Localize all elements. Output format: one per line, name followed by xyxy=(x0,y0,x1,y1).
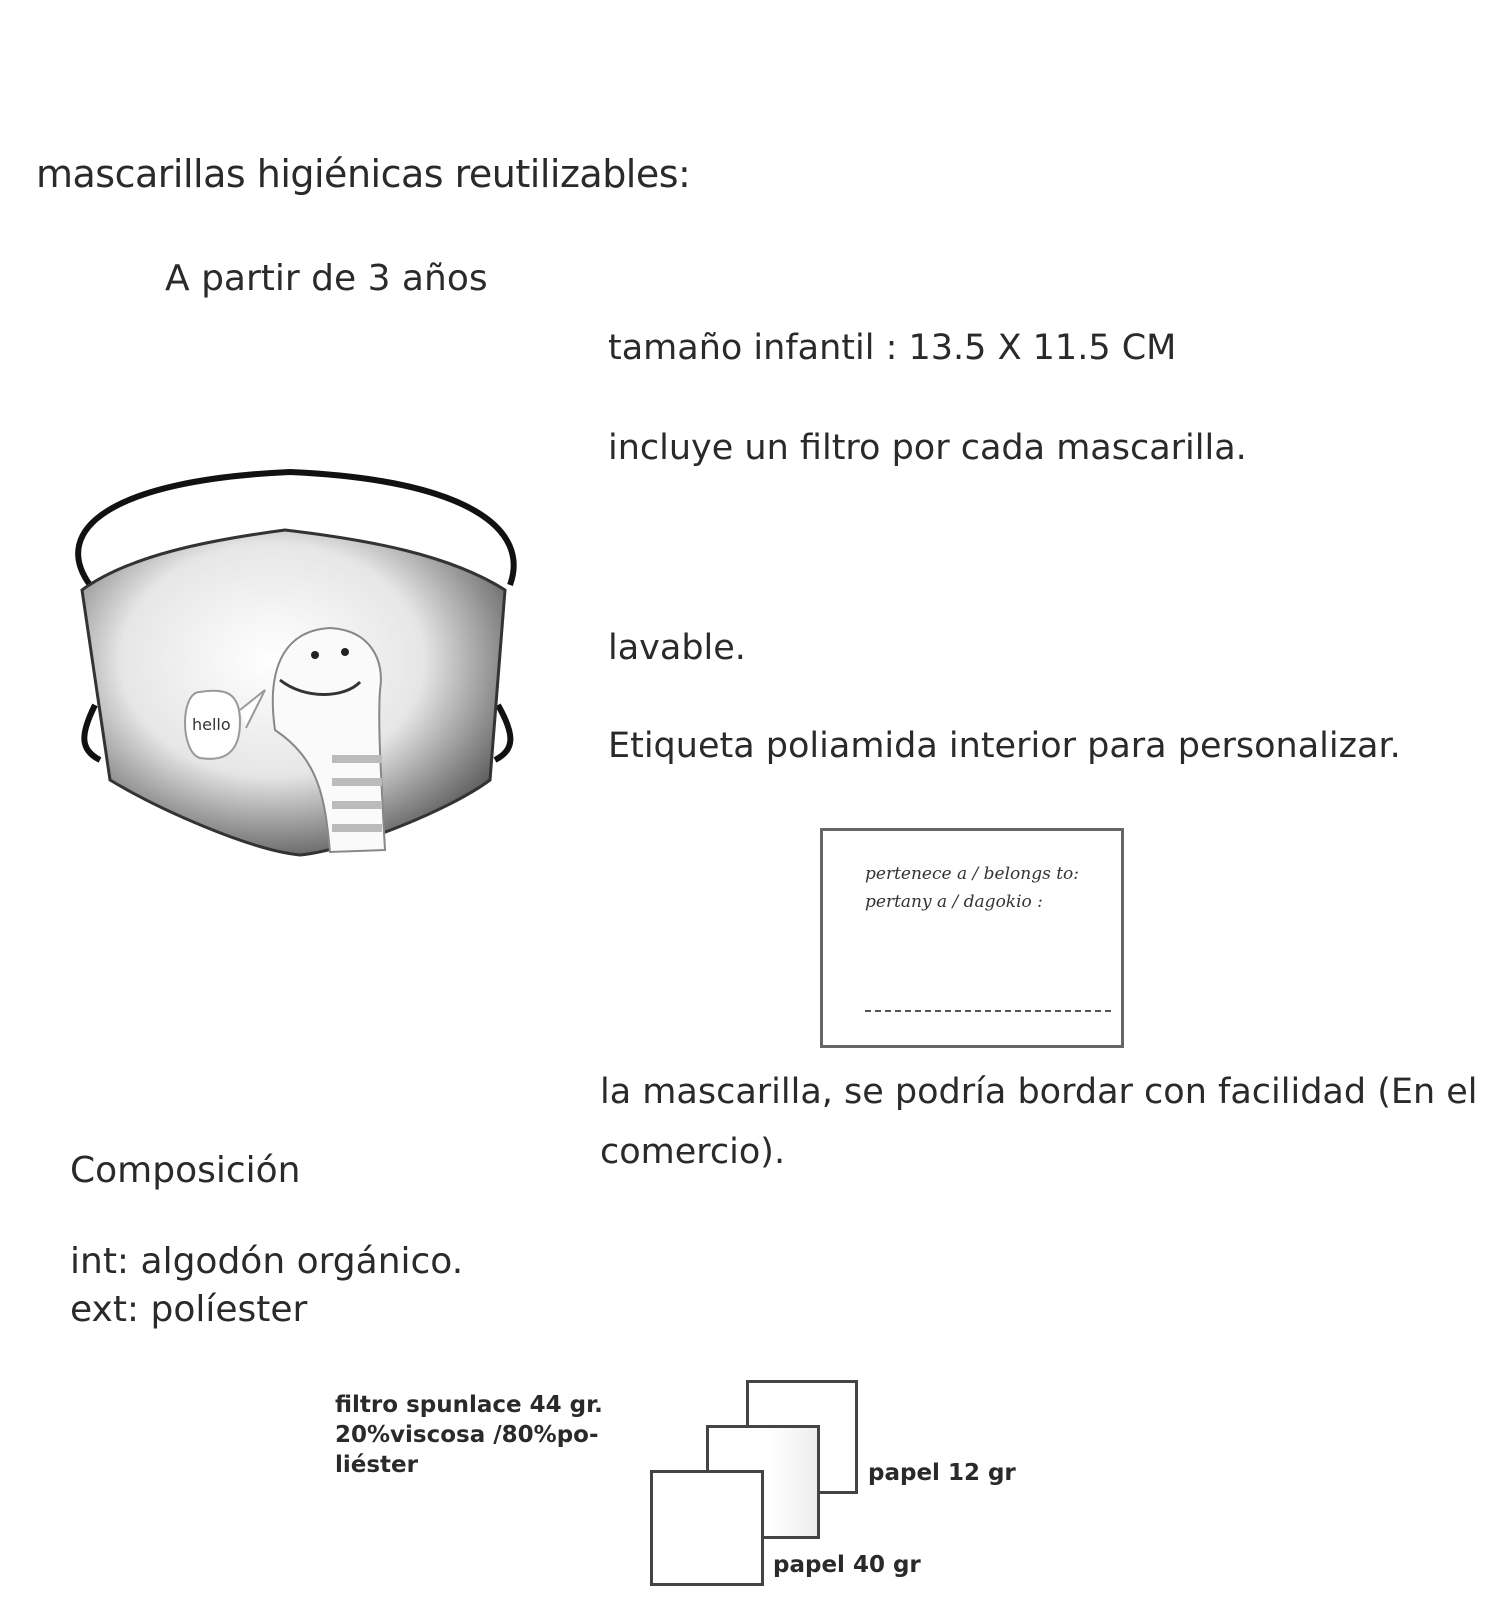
label-spec: Etiqueta poliamida interior para personalizar. xyxy=(608,726,1401,766)
composition-interior: int: algodón orgánico. xyxy=(70,1241,464,1282)
tag-line-2: pertany a / dagokio : xyxy=(865,892,1043,912)
composition-title: Composición xyxy=(70,1150,301,1191)
size-spec: tamaño infantil : 13.5 X 11.5 CM xyxy=(608,328,1177,368)
hello-text: hello xyxy=(192,715,231,734)
tag-line-1: pertenece a / belongs to: xyxy=(865,864,1079,884)
name-tag-card xyxy=(820,828,1124,1048)
composition-list xyxy=(70,1238,463,1334)
filter-layer-description xyxy=(335,1390,603,1480)
age-text: A partir de 3 años xyxy=(165,258,488,299)
paper-40-label: papel 40 gr xyxy=(773,1552,921,1578)
mask-illustration xyxy=(50,460,540,880)
filter-line-3: liéster xyxy=(335,1452,418,1478)
page-title: mascarillas higiénicas reutilizables: xyxy=(36,152,691,196)
paper-12-label: papel 12 gr xyxy=(868,1460,1016,1486)
paper-sheet-front xyxy=(650,1470,764,1586)
filter-line-2: 20%viscosa /80%po- xyxy=(335,1422,599,1448)
washable-spec: lavable. xyxy=(608,628,746,668)
filter-line-1: filtro spunlace 44 gr. xyxy=(335,1392,603,1418)
filter-spec: incluye un filtro por cada mascarilla. xyxy=(608,428,1247,468)
composition-exterior: ext: políester xyxy=(70,1289,308,1330)
embroidery-note: la mascarilla, se podría bordar con facilidad (En el comercio). xyxy=(600,1072,1478,1172)
